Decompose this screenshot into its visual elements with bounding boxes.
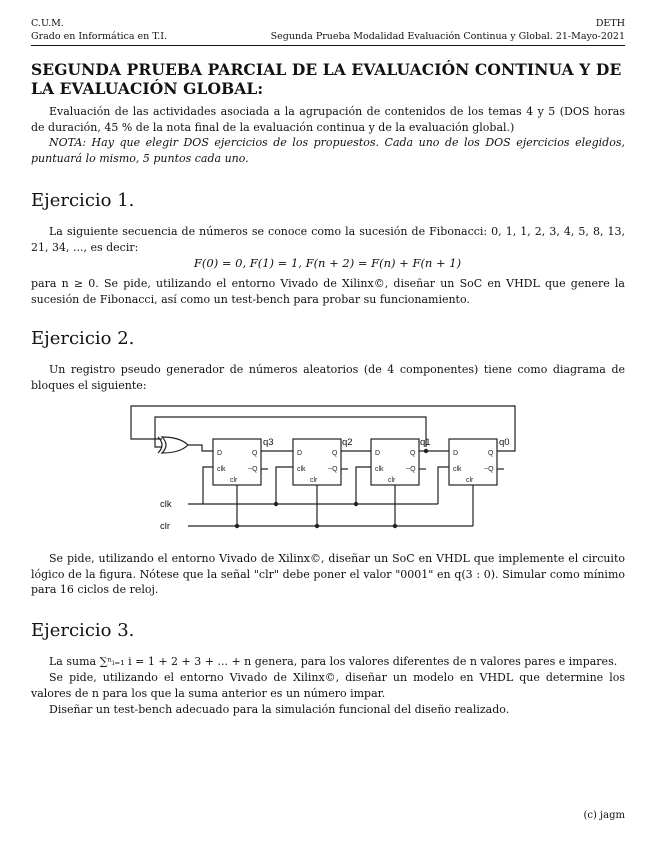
label-clr: clr <box>160 521 171 532</box>
header-department: DETH <box>595 18 625 29</box>
label-q0: q0 <box>499 437 510 448</box>
ff2-d-label: D <box>297 450 303 457</box>
ex1-text1: La siguiente secuencia de números se conoce como la sucesión de Fibonacci: 0, 1, 1, 2, 3, 4, 5, 8, 13, 21, 34, ..., es decir: <box>31 225 625 254</box>
ff3-clr-label: clr <box>230 477 238 484</box>
lfsr-block-diagram <box>128 403 528 533</box>
ex2-text2: Se pide, utilizando el entorno Vivado de Xilinx©, diseñar un SoC en VHDL que implemente el circuito lógico de la figura. Nótese que la señal "clr" debe poner el valor "0001" en q(3 : 0). Simular como mínimo para 16 ciclos de reloj. <box>31 552 625 596</box>
header-exam-info: Segunda Prueba Modalidad Evaluación Continua y Global. 21-Mayo-2021 <box>270 31 625 42</box>
page-title: SEGUNDA PRUEBA PARCIAL DE LA EVALUACIÓN CONTINUA Y DE LA EVALUACIÓN GLOBAL: <box>31 60 622 98</box>
header-degree: Grado en Informática en T.I. <box>31 31 168 42</box>
ff2-q-label: Q <box>332 450 338 457</box>
ff1-nq-label: ~Q <box>406 466 416 473</box>
ex1-heading: Ejercicio 1. <box>31 190 135 211</box>
ex2-heading: Ejercicio 2. <box>31 328 135 349</box>
ff0-clk-label: clk <box>453 466 462 473</box>
header-line-1 <box>31 18 625 30</box>
ex1-equation: F(0) = 0, F(1) = 1, F(n + 2) = F(n) + F(n + 1) <box>193 256 462 270</box>
ff2-clk-label: clk <box>297 466 306 473</box>
ff0-clr-label: clr <box>466 477 474 484</box>
intro-text: Evaluación de las actividades asociada a la agrupación de contenidos de los temas 4 y 5 (DOS horas de duración, 45 % de la nota final de la evaluación continua y de la evaluación global.) <box>31 105 625 134</box>
ff1-clk-label: clk <box>375 466 384 473</box>
ff2-nq-label: ~Q <box>328 466 338 473</box>
ff3-d-label: D <box>217 450 223 457</box>
ff3-q-label: Q <box>252 450 258 457</box>
ff3-nq-label: ~Q <box>248 466 258 473</box>
xor-out-wire <box>188 445 213 451</box>
ex3-text1: La suma ∑ⁿᵢ₌₁ i = 1 + 2 + 3 + ... + n genera, para los valores diferentes de n valores pares e impares. <box>49 655 618 668</box>
header-rule <box>31 45 625 46</box>
header-line-2 <box>31 31 625 43</box>
ex3-heading: Ejercicio 3. <box>31 620 135 641</box>
footer-credit: (c) jagm <box>583 810 625 821</box>
header-institution: C.U.M. <box>31 18 64 29</box>
label-clk: clk <box>160 499 172 510</box>
label-q2: q2 <box>342 437 353 448</box>
ex3-text3: Diseñar un test-bench adecuado para la simulación funcional del diseño realizado. <box>49 703 510 716</box>
ff0-d-label: D <box>453 450 459 457</box>
ff1-q-label: Q <box>410 450 416 457</box>
xor-gate <box>162 437 188 453</box>
ff1-clr-label: clr <box>388 477 396 484</box>
ff1-d-label: D <box>375 450 381 457</box>
label-q1: q1 <box>420 437 431 448</box>
ff0-q-label: Q <box>488 450 494 457</box>
ex1-text2: para n ≥ 0. Se pide, utilizando el entorno Vivado de Xilinx©, diseñar un SoC en VHDL que genere la sucesión de Fibonacci, así como un test-bench para probar su funcionamiento. <box>31 277 625 306</box>
label-q3: q3 <box>263 437 274 448</box>
feedback-wire-q0 <box>131 406 515 447</box>
ff2-clr-label: clr <box>310 477 318 484</box>
ff0-nq-label: ~Q <box>484 466 494 473</box>
ex3-text2: Se pide, utilizando el entorno Vivado de Xilinx©, diseñar un modelo en VHDL que determine los valores de n para los que la suma anterior es un número impar. <box>31 671 625 700</box>
ff3-clk-label: clk <box>217 466 226 473</box>
ex2-text1: Un registro pseudo generador de números aleatorios (de 4 componentes) tiene como diagrama de bloques el siguiente: <box>31 363 625 392</box>
feedback-wire-q1 <box>155 417 426 447</box>
intro-note: NOTA: Hay que elegir DOS ejercicios de los propuestos. Cada uno de los DOS ejercicios elegidos, puntuará lo mismo, 5 puntos cada uno. <box>31 136 625 165</box>
